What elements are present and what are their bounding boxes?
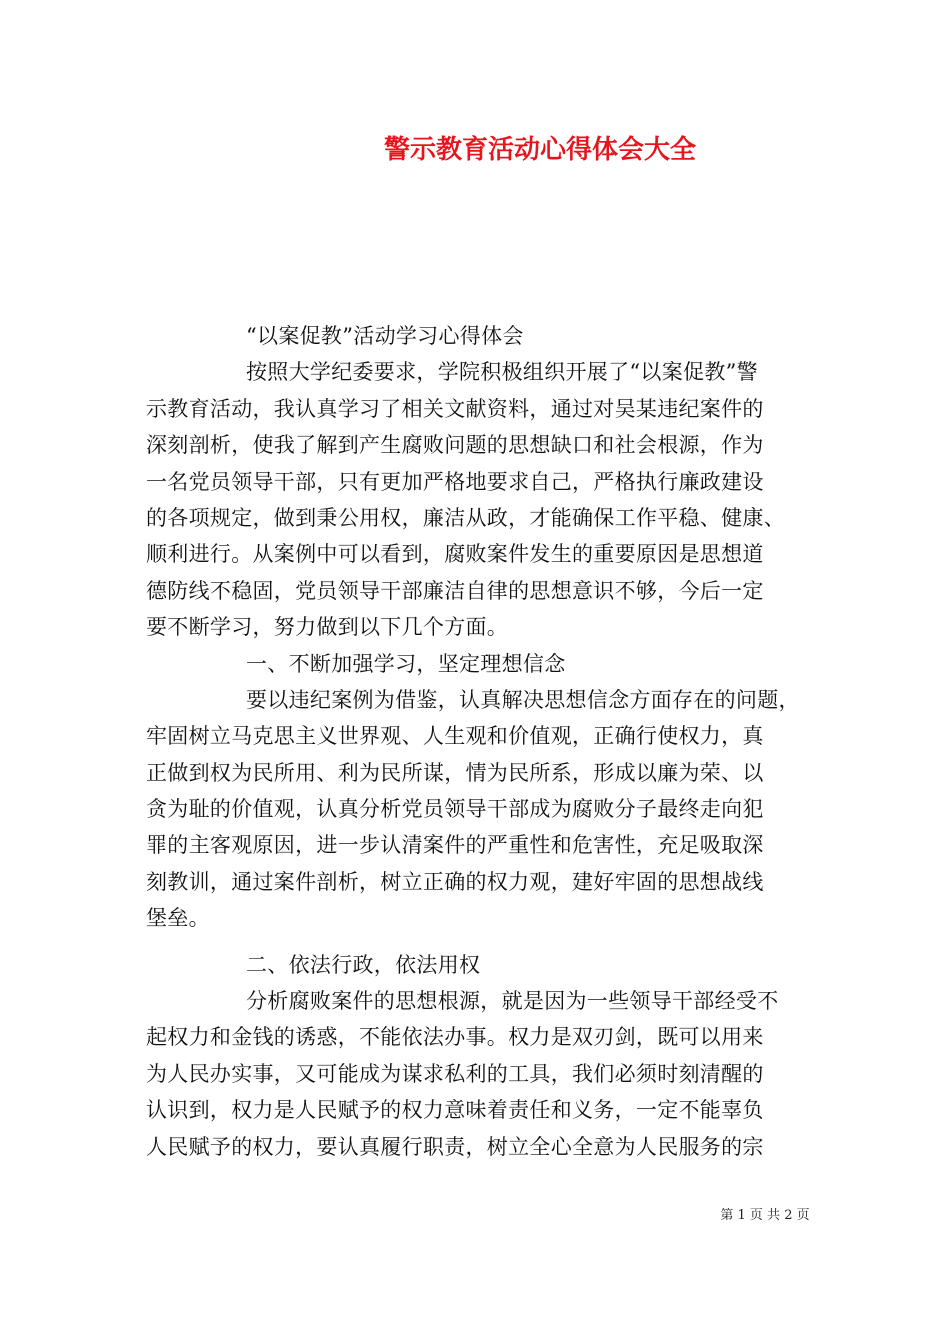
- text-line: 认识到，权力是人民赋予的权力意味着责任和义务，一定不能辜负: [146, 1098, 764, 1123]
- text-line: 的各项规定，做到秉公用权，廉洁从政，才能确保工作平稳、健康、: [146, 505, 785, 530]
- text-line: 起权力和金钱的诱惑，不能依法办事。权力是双刃剑，既可以用来: [146, 1025, 764, 1050]
- text-line: 深刻剖析，使我了解到产生腐败问题的思想缺口和社会根源，作为: [146, 433, 764, 458]
- text-line: 为人民办实事，又可能成为谋求私利的工具，我们必须时刻清醒的: [146, 1061, 764, 1086]
- text-line: 一名党员领导干部，只有更加严格地要求自己，严格执行廉政建设: [146, 469, 764, 494]
- text-line: 人民赋予的权力，要认真履行职责，树立全心全意为人民服务的宗: [146, 1134, 764, 1159]
- document-body: [146, 318, 806, 1165]
- text-line: 要不断学习，努力做到以下几个方面。: [146, 615, 509, 640]
- text-line: 堡垒。: [146, 906, 210, 931]
- page-title: 警示教育活动心得体会大全: [383, 135, 696, 165]
- text-line: 二、依法行政，依法用权: [246, 952, 481, 977]
- text-line: 贪为耻的价值观，认真分析党员领导干部成为腐败分子最终走向犯: [146, 797, 764, 822]
- text-line: 刻教训，通过案件剖析，树立正确的权力观，建好牢固的思想战线: [146, 869, 764, 894]
- text-line: 按照大学纪委要求，学院积极组织开展了“以案促教”警: [246, 360, 758, 385]
- text-line: “以案促教”活动学习心得体会: [246, 324, 524, 348]
- text-line: 要以违纪案例为借鉴，认真解决思想信念方面存在的问题，: [246, 687, 800, 712]
- text-line: 示教育活动，我认真学习了相关文献资料，通过对吴某违纪案件的: [146, 396, 764, 421]
- page-footer: 第 1 页 共 2 页: [720, 1208, 810, 1223]
- text-line: 分析腐败案件的思想根源，就是因为一些领导干部经受不: [246, 989, 779, 1014]
- text-line: 牢固树立马克思主义世界观、人生观和价值观，正确行使权力，真: [146, 724, 764, 749]
- paragraph-gap: [146, 937, 806, 947]
- text-line: 罪的主客观原因，进一步认清案件的严重性和危害性，充足吸取深: [146, 833, 764, 858]
- text-line: 德防线不稳固，党员领导干部廉洁自律的思想意识不够，今后一定: [146, 578, 764, 603]
- text-line: 顺利进行。从案例中可以看到，腐败案件发生的重要原因是思想道: [146, 542, 764, 567]
- text-line: 一、不断加强学习，坚定理想信念: [246, 651, 566, 676]
- text-line: 正做到权为民所用、利为民所谋，情为民所系，形成以廉为荣、以: [146, 760, 764, 785]
